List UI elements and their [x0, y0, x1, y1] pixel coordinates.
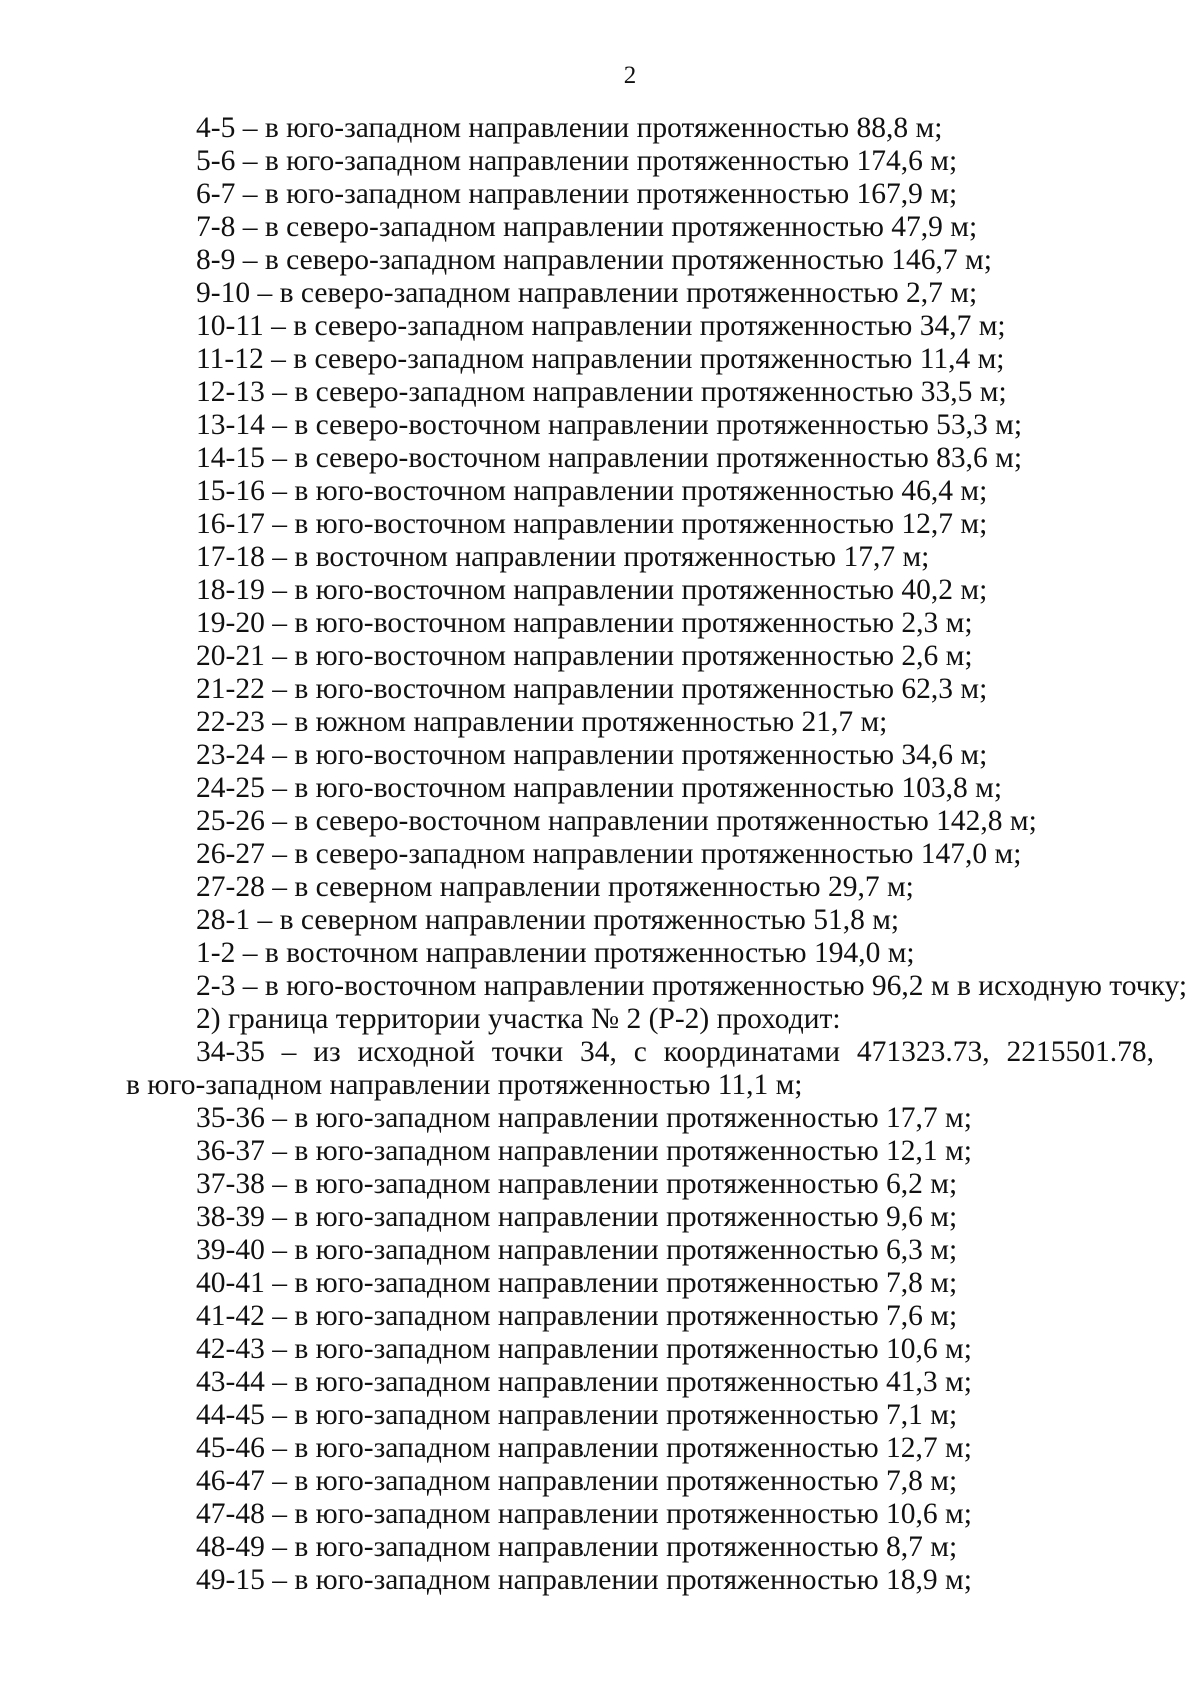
intro-word: с	[633, 1036, 647, 1068]
intro-word: 2215501.78,	[1006, 1036, 1154, 1068]
boundary-segment-line: 40-41 – в юго-западном направлении протяженностью 7,8 м;	[196, 1267, 958, 1299]
boundary-segment-line: 27-28 – в северном направлении протяженностью 29,7 м;	[196, 871, 914, 903]
intro-word: координатами	[663, 1036, 841, 1068]
boundary-segment-line: 37-38 – в юго-западном направлении протяженностью 6,2 м;	[196, 1168, 958, 1200]
intro-word: из	[313, 1036, 341, 1068]
boundary-segment-line: 38-39 – в юго-западном направлении протяженностью 9,6 м;	[196, 1201, 958, 1233]
plot-2-heading: 2) граница территории участка № 2 (Р-2) проходит:	[196, 1003, 841, 1035]
boundary-segment-line: 10-11 – в северо-западном направлении протяженностью 34,7 м;	[196, 310, 1006, 342]
boundary-segment-line: 39-40 – в юго-западном направлении протяженностью 6,3 м;	[196, 1234, 958, 1266]
boundary-segment-line: 1-2 – в восточном направлении протяженностью 194,0 м;	[196, 937, 915, 969]
boundary-segment-line: 48-49 – в юго-западном направлении протяженностью 8,7 м;	[196, 1531, 958, 1563]
boundary-segment-line: 6-7 – в юго-западном направлении протяженностью 167,9 м;	[196, 178, 958, 210]
intro-word: 34-35	[196, 1036, 265, 1068]
boundary-segment-line: 4-5 – в юго-западном направлении протяженностью 88,8 м;	[196, 112, 943, 144]
boundary-segment-line: 2-3 – в юго-восточном направлении протяженностью 96,2 м в исходную точку;	[196, 970, 1188, 1002]
boundary-description	[0, 112, 1200, 1597]
boundary-segment-line: 5-6 – в юго-западном направлении протяженностью 174,6 м;	[196, 145, 958, 177]
boundary-segment-line: 49-15 – в юго-западном направлении протяженностью 18,9 м;	[196, 1564, 972, 1596]
boundary-segment-line: 35-36 – в юго-западном направлении протяженностью 17,7 м;	[196, 1102, 972, 1134]
page-number: 2	[623, 62, 637, 89]
boundary-segment-line: 36-37 – в юго-западном направлении протяженностью 12,1 м;	[196, 1135, 972, 1167]
boundary-segment-line: 17-18 – в восточном направлении протяженностью 17,7 м;	[196, 541, 930, 573]
intro-word: точки	[491, 1036, 564, 1068]
boundary-segment-line: 20-21 – в юго-восточном направлении протяженностью 2,6 м;	[196, 640, 973, 672]
boundary-segment-line: 7-8 – в северо-западном направлении протяженностью 47,9 м;	[196, 211, 978, 243]
boundary-segment-line: 18-19 – в юго-восточном направлении протяженностью 40,2 м;	[196, 574, 988, 606]
boundary-segment-line: 22-23 – в южном направлении протяженностью 21,7 м;	[196, 706, 888, 738]
boundary-segment-line: 11-12 – в северо-западном направлении протяженностью 11,4 м;	[196, 343, 1005, 375]
boundary-segment-line: 26-27 – в северо-западном направлении протяженностью 147,0 м;	[196, 838, 1022, 870]
boundary-segment-line: 9-10 – в северо-западном направлении протяженностью 2,7 м;	[196, 277, 978, 309]
intro-word: –	[281, 1036, 297, 1068]
intro-word: 471323.73,	[856, 1036, 990, 1068]
intro-word: 34,	[579, 1036, 617, 1068]
plot-2-start-line	[0, 1036, 1200, 1069]
boundary-segment-line: 24-25 – в юго-восточном направлении протяженностью 103,8 м;	[196, 772, 1003, 804]
boundary-segment-line: 19-20 – в юго-восточном направлении протяженностью 2,3 м;	[196, 607, 973, 639]
boundary-segment-line: 47-48 – в юго-западном направлении протяженностью 10,6 м;	[196, 1498, 972, 1530]
boundary-segment-line: 14-15 – в северо-восточном направлении протяженностью 83,6 м;	[196, 442, 1023, 474]
boundary-segment-line: 23-24 – в юго-восточном направлении протяженностью 34,6 м;	[196, 739, 988, 771]
boundary-segment-line: 12-13 – в северо-западном направлении протяженностью 33,5 м;	[196, 376, 1007, 408]
plot-2-start-continuation: в юго-западном направлении протяженностью 11,1 м;	[126, 1069, 803, 1101]
boundary-segment-line: 25-26 – в северо-восточном направлении протяженностью 142,8 м;	[196, 805, 1037, 837]
boundary-segment-line: 28-1 – в северном направлении протяженностью 51,8 м;	[196, 904, 900, 936]
boundary-segment-line: 16-17 – в юго-восточном направлении протяженностью 12,7 м;	[196, 508, 988, 540]
boundary-segment-line: 15-16 – в юго-восточном направлении протяженностью 46,4 м;	[196, 475, 988, 507]
intro-word: исходной	[357, 1036, 475, 1068]
boundary-segment-line: 8-9 – в северо-западном направлении протяженностью 146,7 м;	[196, 244, 992, 276]
boundary-segment-line: 46-47 – в юго-западном направлении протяженностью 7,8 м;	[196, 1465, 958, 1497]
boundary-segment-line: 13-14 – в северо-восточном направлении протяженностью 53,3 м;	[196, 409, 1023, 441]
boundary-segment-line: 21-22 – в юго-восточном направлении протяженностью 62,3 м;	[196, 673, 988, 705]
boundary-segment-line: 45-46 – в юго-западном направлении протяженностью 12,7 м;	[196, 1432, 972, 1464]
boundary-segment-line: 43-44 – в юго-западном направлении протяженностью 41,3 м;	[196, 1366, 972, 1398]
boundary-segment-line: 41-42 – в юго-западном направлении протяженностью 7,6 м;	[196, 1300, 958, 1332]
boundary-segment-line: 44-45 – в юго-западном направлении протяженностью 7,1 м;	[196, 1399, 958, 1431]
boundary-segment-line: 42-43 – в юго-западном направлении протяженностью 10,6 м;	[196, 1333, 972, 1365]
